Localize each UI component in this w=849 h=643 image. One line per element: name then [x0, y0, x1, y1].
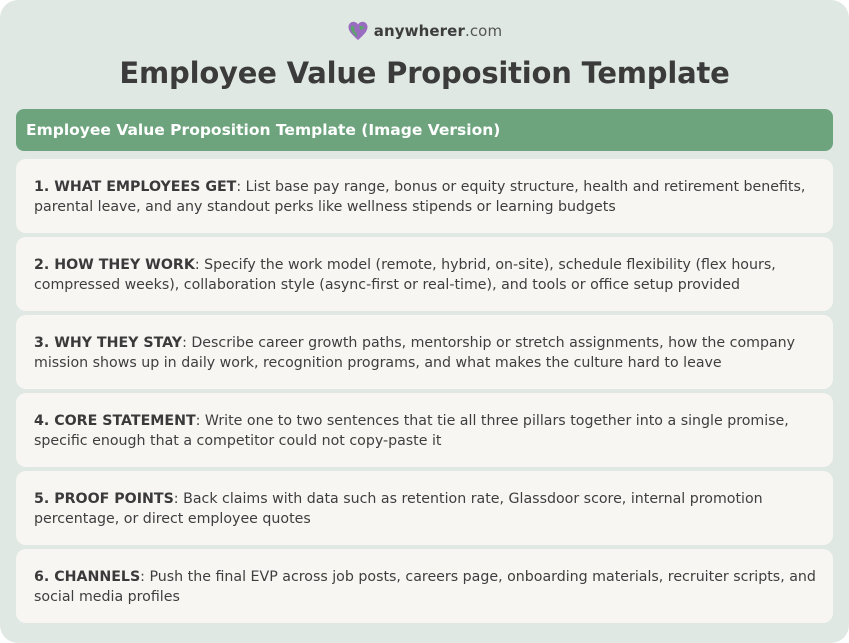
section-header-bar [16, 109, 833, 151]
item-card-what-employees-get [16, 159, 833, 233]
item-card-how-they-work [16, 237, 833, 311]
item-card-proof-points [16, 471, 833, 545]
page-title: Employee Value Proposition Template [119, 56, 730, 90]
item-label: 4. CORE STATEMENT [34, 413, 196, 429]
item-label: 1. WHAT EMPLOYEES GET [34, 179, 237, 195]
item-text: : Back claims with data such as retention rate, Glassdoor score, internal promotion percentage, or direct employee quotes [34, 491, 763, 527]
item-label: 2. HOW THEY WORK [34, 257, 195, 273]
item-card-channels [16, 549, 833, 623]
brand-name: anywherer.com [373, 22, 503, 40]
item-text: : Describe career growth paths, mentorship or stretch assignments, how the company mission shows up in daily work, recognition programs, and what makes the culture hard to leave [34, 335, 796, 371]
globe-heart-logo-icon [347, 20, 369, 42]
item-label: 6. CHANNELS [34, 569, 141, 585]
item-card-why-they-stay [16, 315, 833, 389]
item-text: : Write one to two sentences that tie all three pillars together into a single promise, specific enough that a competitor could not copy-paste it [34, 413, 789, 449]
item-text: : Push the final EVP across job posts, careers page, onboarding materials, recruiter scripts, and social media profiles [34, 569, 816, 605]
item-text: : List base pay range, bonus or equity structure, health and retirement benefits, parental leave, and any standout perks like wellness stipends or learning budgets [34, 179, 806, 215]
item-label: 5. PROOF POINTS [34, 491, 174, 507]
item-card-core-statement [16, 393, 833, 467]
section-header-text: Employee Value Proposition Template (Image Version) [26, 121, 501, 139]
item-label: 3. WHY THEY STAY [34, 335, 183, 351]
item-text: : Specify the work model (remote, hybrid, on-site), schedule flexibility (flex hours, compressed weeks), collaboration style (async-first or real-time), and tools or office setup provided [34, 257, 776, 293]
brand-logo[interactable] [0, 19, 849, 43]
